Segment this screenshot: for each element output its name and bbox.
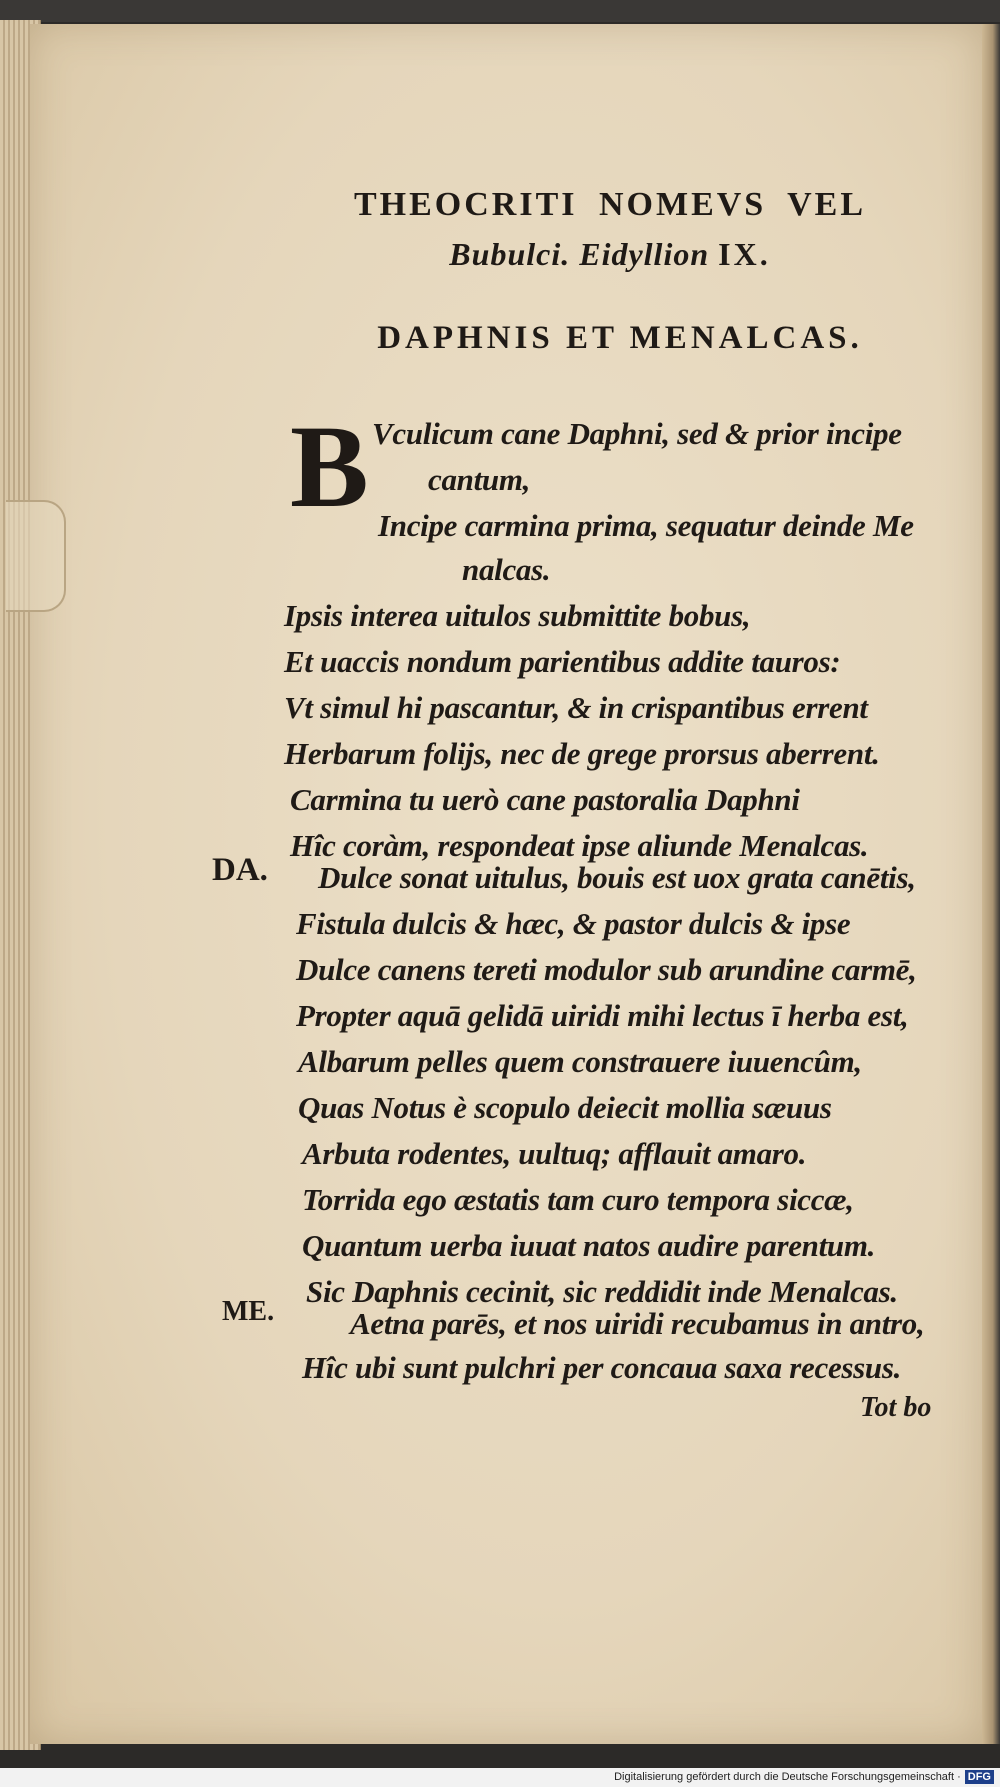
verse-line: Ipsis interea uitulos submittite bobus, [284, 598, 751, 633]
verse-line: Vt simul hi pascantur, & in crispantibus errent [284, 690, 868, 725]
verse-line: cantum, [428, 462, 531, 497]
verse-line: Albarum pelles quem constrauere iuuencûm, [298, 1044, 862, 1079]
verse-line: Hîc ubi sunt pulchri per concaua saxa recessus. [302, 1350, 902, 1385]
verse-line: Quantum uerba iuuat natos audire parentum. [302, 1228, 876, 1263]
speaker-label-da: DA. [212, 852, 268, 888]
footer-credit-text: Digitalisierung gefördert durch die Deutsche Forschungsgemeinschaft · [614, 1771, 961, 1783]
verse-line: Propter aquā gelidā uiridi mihi lectus ī herba est, [296, 998, 909, 1033]
title-line-2-text: Bubulci. Eidyllion [449, 236, 710, 272]
verse-line: Et uaccis nondum parientibus addite tauros: [284, 644, 841, 679]
title-line-1: THEOCRITI NOMEVS VEL [353, 186, 867, 223]
verse-line: Sic Daphnis cecinit, sic reddidit inde Menalcas. [306, 1274, 898, 1309]
verse-line: Torrida ego æstatis tam curo tempora siccæ, [302, 1182, 854, 1217]
verse-line: Fistula dulcis & hæc, & pastor dulcis & ipse [296, 906, 851, 941]
verse-line: Hîc coràm, respondeat ipse aliunde Menalcas. [290, 828, 869, 863]
verse-line: Dulce canens tereti modulor sub arundine carmē, [296, 952, 917, 987]
dfg-logo: DFG [965, 1770, 994, 1784]
verse-line: Vculicum cane Daphni, sed & prior incipe [372, 416, 902, 451]
verse-line: Arbuta rodentes, uultuq; afflauit amaro. [302, 1136, 807, 1171]
eidyllion-number: IX. [718, 236, 771, 272]
verse-line: Aetna parēs, et nos uiridi recubamus in antro, [350, 1306, 925, 1341]
drop-cap: B [290, 401, 369, 532]
verse-line: Carmina tu uerò cane pastoralia Daphni [290, 782, 800, 817]
page-right-edge [982, 24, 1000, 1744]
speaker-label-me: ME. [222, 1296, 275, 1327]
title-line-2 [300, 236, 920, 273]
viewer-top-bar [0, 0, 1000, 22]
verse-line: Quas Notus è scopulo deiecit mollia sæuus [298, 1090, 832, 1125]
subtitle: DAPHNIS ET MENALCAS. [377, 320, 863, 356]
digitization-footer [0, 1768, 1000, 1787]
verse-line: Incipe carmina prima, sequatur deinde Me [378, 508, 914, 543]
verse-line: nalcas. [462, 552, 551, 587]
catchword: Tot bo [860, 1392, 932, 1423]
bookmark-tab [6, 500, 66, 612]
verse-line: Dulce sonat uitulus, bouis est uox grata canētis, [318, 860, 916, 895]
verse-line: Herbarum folijs, nec de grege prorsus aberrent. [284, 736, 880, 771]
